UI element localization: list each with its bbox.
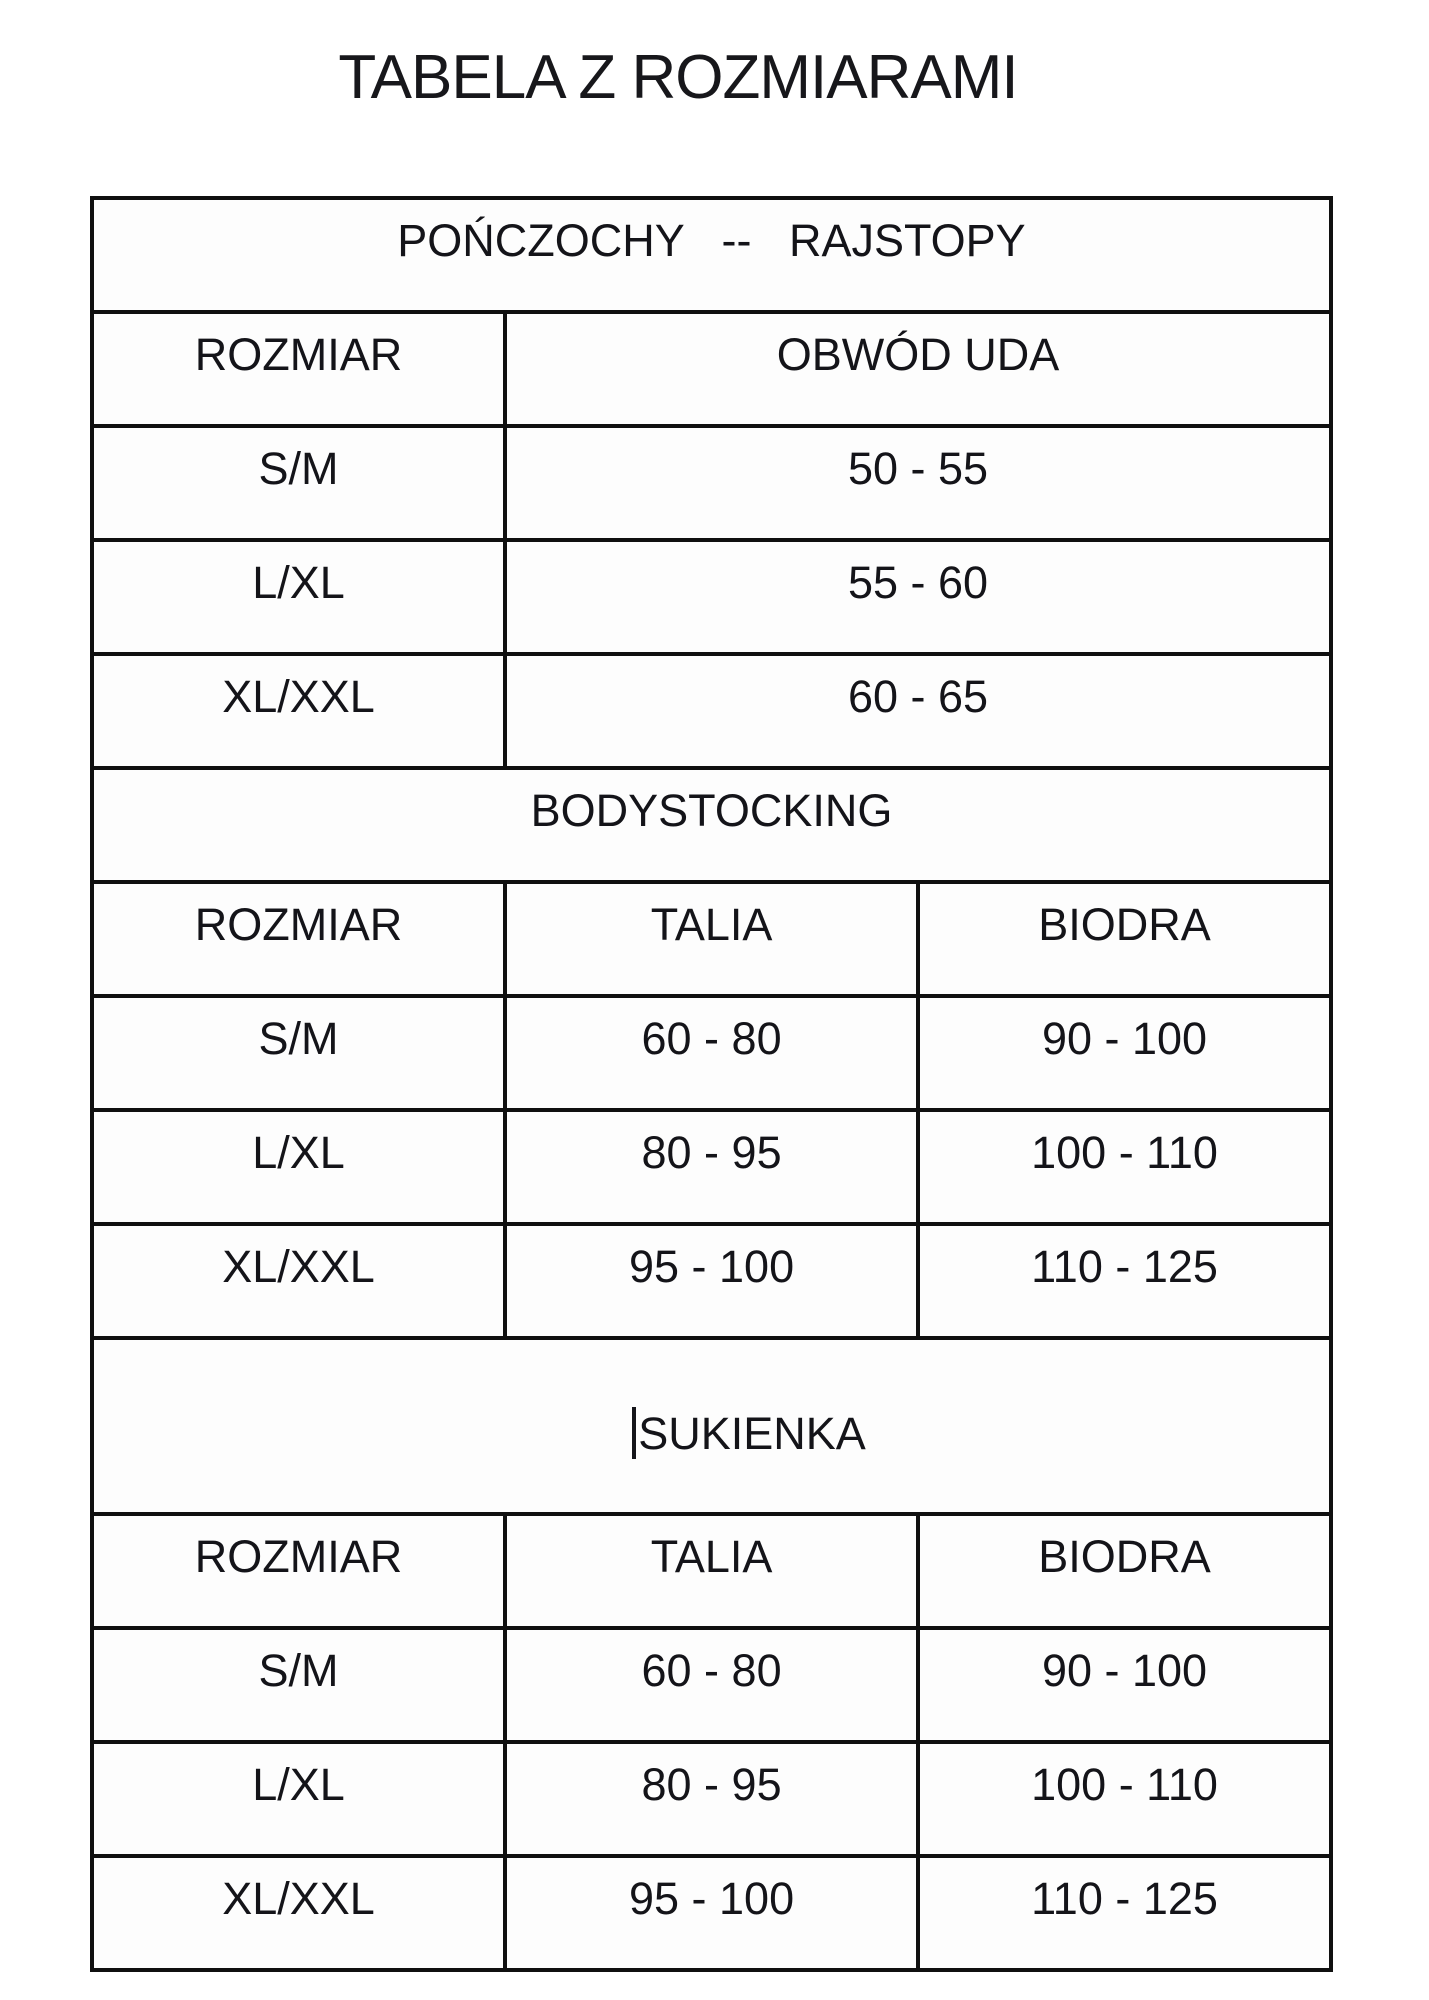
value-cell: 80 - 95 <box>505 1110 918 1224</box>
column-header-row <box>92 312 1331 426</box>
section-label-text: SUKIENKA <box>638 1408 866 1459</box>
value-cell: 110 - 125 <box>918 1224 1331 1338</box>
value-cell: 110 - 125 <box>918 1856 1331 1970</box>
column-header-talia: TALIA <box>505 882 918 996</box>
page-title: TABELA Z ROZMIARAMI <box>338 43 1018 112</box>
value-cell: 90 - 100 <box>918 996 1331 1110</box>
column-header-rozmiar: ROZMIAR <box>92 882 505 996</box>
table-row <box>92 1224 1331 1338</box>
column-header-row <box>92 882 1331 996</box>
size-cell: L/XL <box>92 540 505 654</box>
column-header-rozmiar: ROZMIAR <box>92 312 505 426</box>
size-cell: S/M <box>92 426 505 540</box>
size-cell: L/XL <box>92 1110 505 1224</box>
section-header-row <box>92 198 1331 312</box>
value-cell: 95 - 100 <box>505 1224 918 1338</box>
value-cell: 80 - 95 <box>505 1742 918 1856</box>
section-header-row <box>92 1338 1331 1514</box>
size-table <box>90 196 1333 1972</box>
table-row <box>92 1742 1331 1856</box>
value-cell: 100 - 110 <box>918 1110 1331 1224</box>
table-row <box>92 426 1331 540</box>
size-cell: L/XL <box>92 1742 505 1856</box>
section-header-row <box>92 768 1331 882</box>
size-cell: S/M <box>92 1628 505 1742</box>
value-cell: 60 - 80 <box>505 996 918 1110</box>
section-label-ponczochy-rajstopy: POŃCZOCHY -- RAJSTOPY <box>92 198 1331 312</box>
size-cell: S/M <box>92 996 505 1110</box>
size-cell: XL/XXL <box>92 654 505 768</box>
table-row <box>92 1856 1331 1970</box>
table-row <box>92 996 1331 1110</box>
column-header-obwod-uda: OBWÓD UDA <box>505 312 1331 426</box>
section-label-sukienka <box>92 1338 1331 1514</box>
value-cell: 90 - 100 <box>918 1628 1331 1742</box>
table-row <box>92 654 1331 768</box>
value-cell: 60 - 65 <box>505 654 1331 768</box>
column-header-biodra: BIODRA <box>918 882 1331 996</box>
size-cell: XL/XXL <box>92 1224 505 1338</box>
column-header-biodra: BIODRA <box>918 1514 1331 1628</box>
value-cell: 95 - 100 <box>505 1856 918 1970</box>
value-cell: 100 - 110 <box>918 1742 1331 1856</box>
column-header-rozmiar: ROZMIAR <box>92 1514 505 1628</box>
text-cursor <box>632 1407 636 1459</box>
value-cell: 60 - 80 <box>505 1628 918 1742</box>
table-row <box>92 540 1331 654</box>
table-row <box>92 1628 1331 1742</box>
value-cell: 50 - 55 <box>505 426 1331 540</box>
column-header-talia: TALIA <box>505 1514 918 1628</box>
table-row <box>92 1110 1331 1224</box>
section-label-bodystocking: BODYSTOCKING <box>92 768 1331 882</box>
size-cell: XL/XXL <box>92 1856 505 1970</box>
column-header-row <box>92 1514 1331 1628</box>
value-cell: 55 - 60 <box>505 540 1331 654</box>
